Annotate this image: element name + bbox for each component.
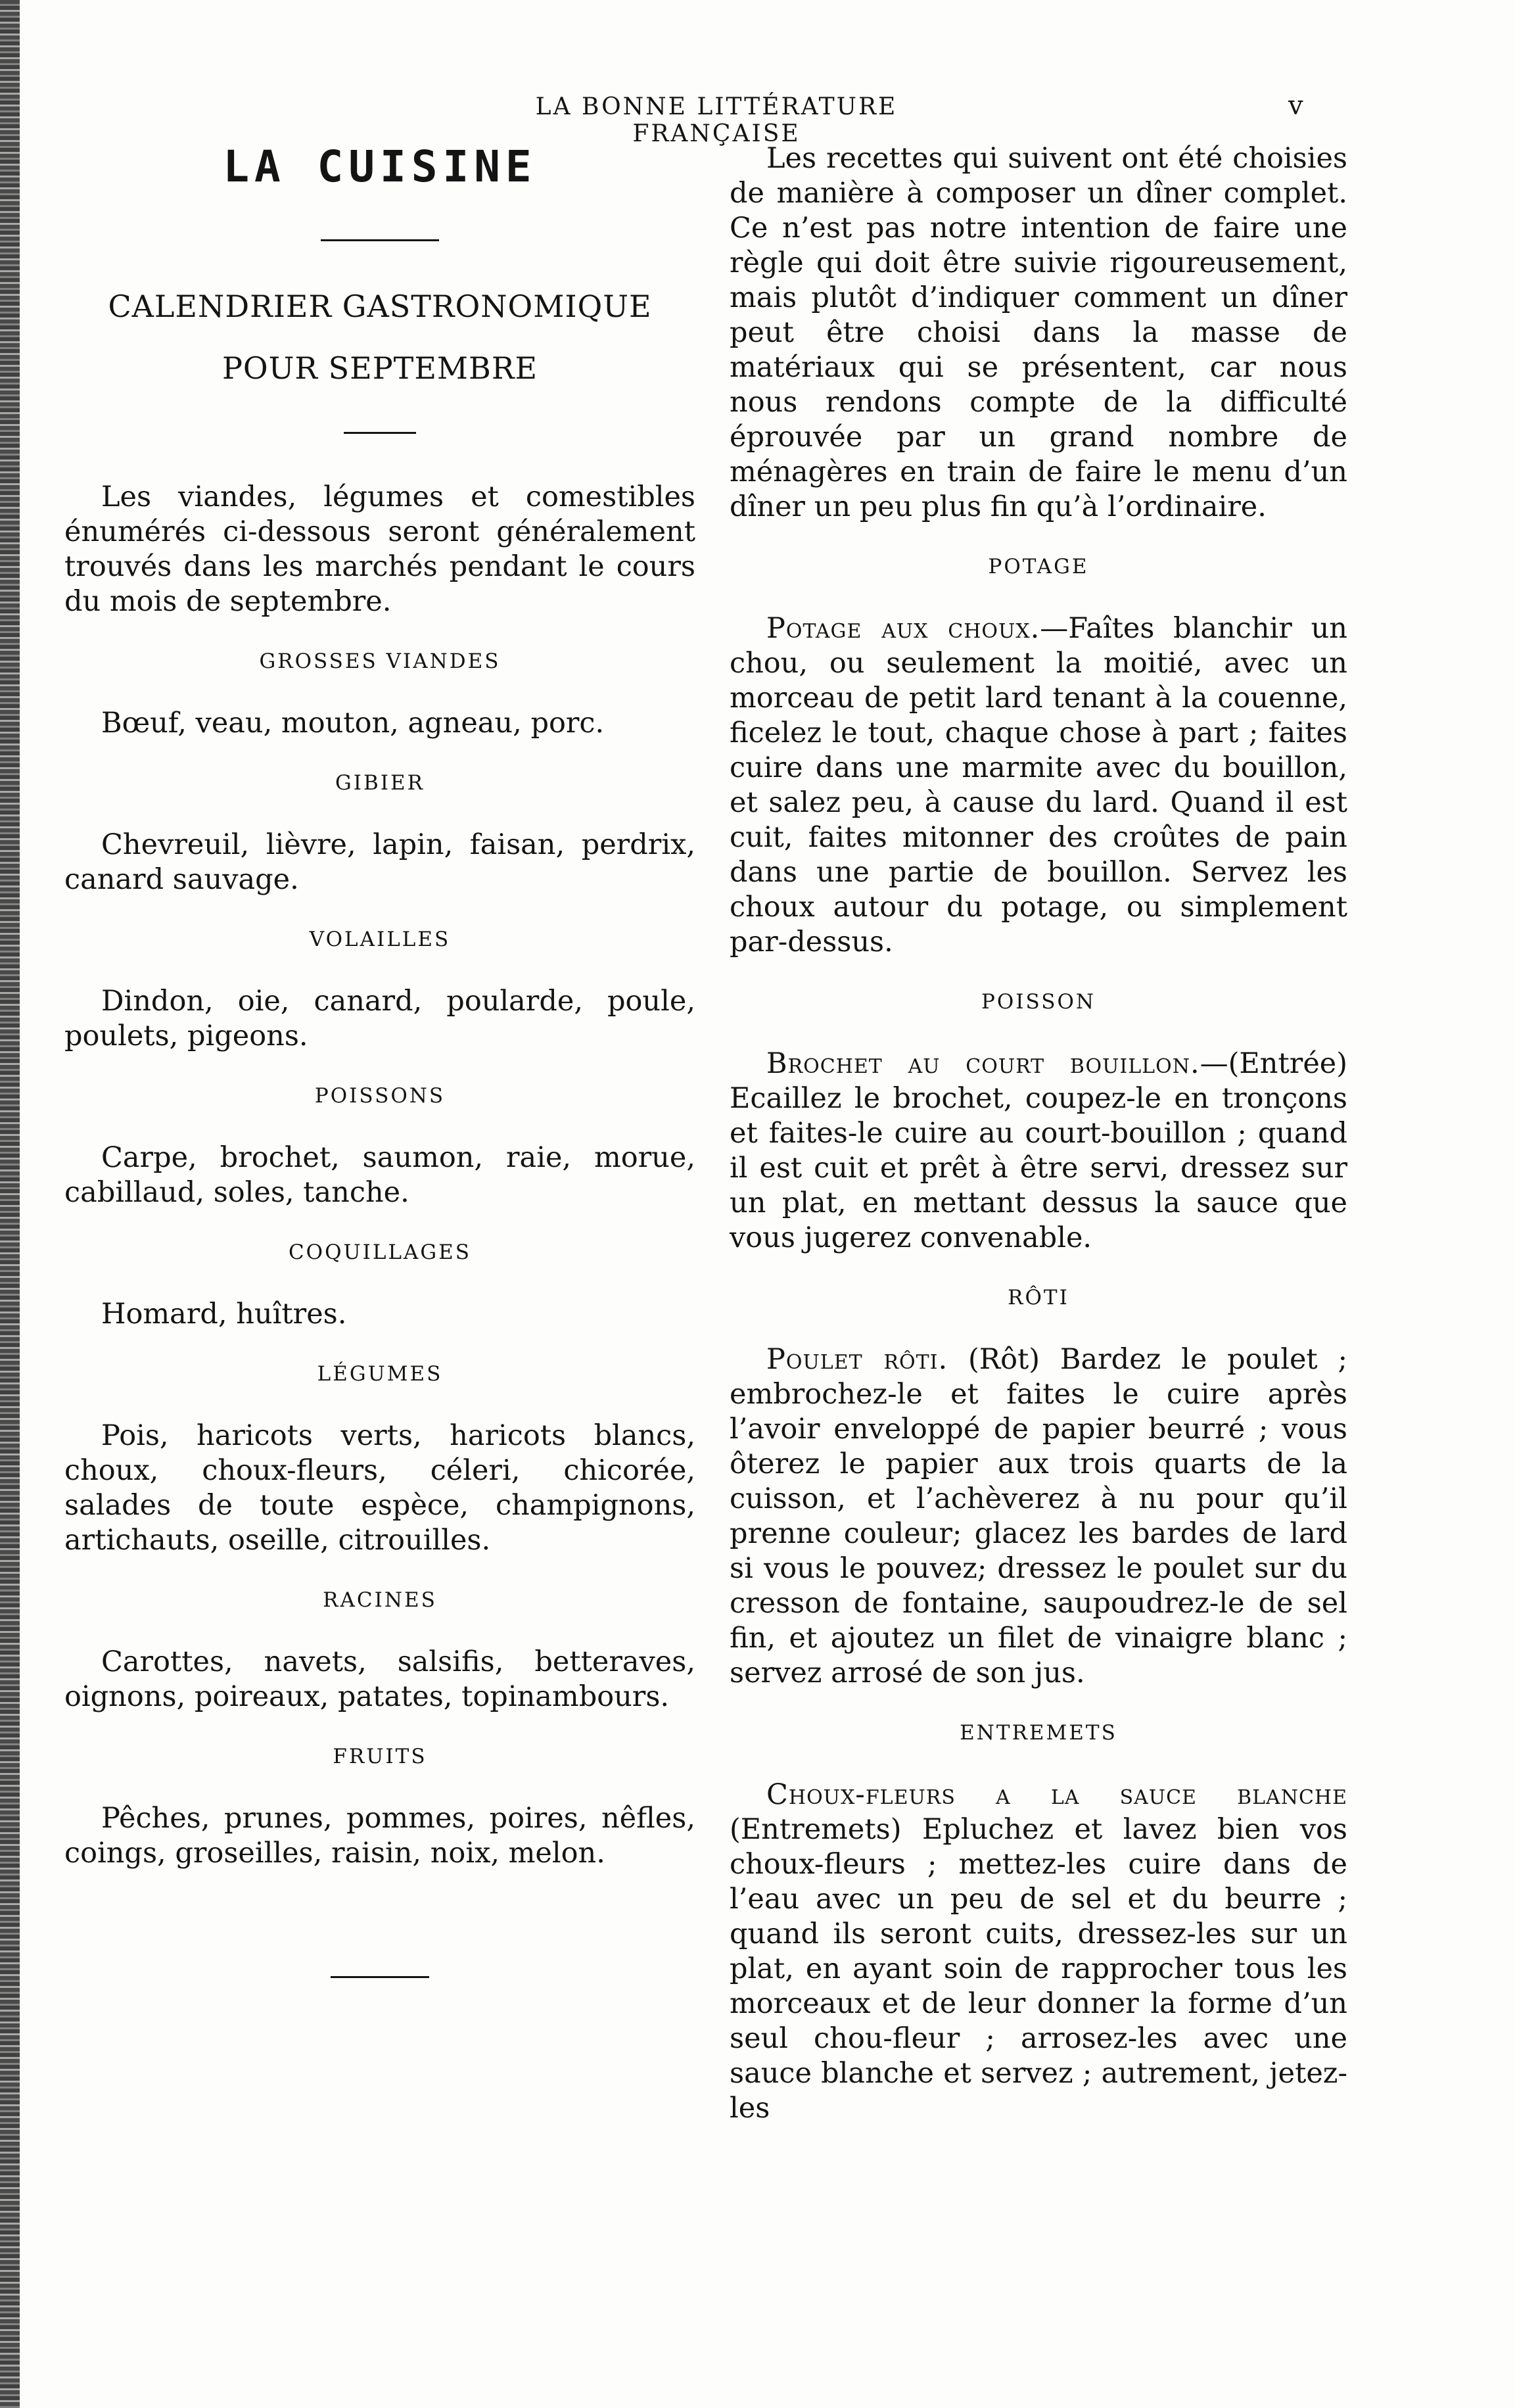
section-text: Carpe, brochet, saumon, raie, morue, cabillaud, soles, tanche. — [64, 1141, 695, 1209]
section-fruits — [64, 1745, 695, 1871]
section-heading: GROSSES VIANDES — [259, 649, 501, 673]
section-poissons — [64, 1084, 695, 1210]
section-heading: LÉGUMES — [317, 1362, 443, 1386]
right-column — [730, 141, 1347, 2126]
section-coquillages — [64, 1240, 695, 1332]
subtitle-rule — [344, 432, 416, 434]
section-text: Bœuf, veau, mouton, agneau, porc. — [101, 707, 605, 740]
subtitle-month: POUR SEPTEMBRE — [221, 350, 538, 386]
section-heading: RACINES — [323, 1588, 437, 1612]
section-grosses-viandes — [64, 649, 695, 741]
section-heading: POISSONS — [314, 1084, 446, 1108]
recipe-heading: RÔTI — [1008, 1286, 1069, 1310]
section-heading: COQUILLAGES — [288, 1240, 472, 1264]
section-heading: GIBIER — [335, 771, 425, 795]
section-heading: VOLAILLES — [309, 928, 451, 951]
recipe-poisson — [730, 990, 1347, 1256]
recipe-body: —Faîtes blanchir un chou, ou seulement la moitié, avec un morceau de petit lard tenant à la couenne, ficelez le tout, chaque chose à part ; faites cuire dans une marmite avec du bouillon, et salez peu, à cause du lard. Quand il est cuit, faites mitonner des croûtes de pain dans une partie de bouillon. Servez les choux autour du potage, ou simplement par-dessus. — [730, 612, 1347, 958]
recipe-entremets — [730, 1721, 1347, 2126]
recipe-potage — [730, 555, 1347, 960]
calendar-intro: Les viandes, légumes et comestibles énumérés ci-dessous seront généralement trouvés dans les marchés pendant le cours du mois de septembre. — [64, 481, 695, 618]
subtitle-calendar: CALENDRIER GASTRONOMIQUE — [108, 289, 652, 324]
section-heading: FRUITS — [333, 1745, 427, 1768]
section-racines — [64, 1588, 695, 1714]
section-text: Pois, haricots verts, haricots blancs, choux, choux-fleurs, céleri, chicorée, salades de toute espèce, champignons, artichauts, oseille, citrouilles. — [64, 1419, 695, 1557]
section-gibier — [64, 771, 695, 897]
recipe-body: —(Entrée) Ecaillez le brochet, coupez-le en tronçons et faites-le cuire au court-bouillon ; quand il est cuit et prêt à être servi, dressez sur un plat, en mettant dessus la sauce que vous jugerez convenable. — [730, 1047, 1347, 1254]
page-binding-edge — [0, 0, 20, 2408]
recipe-heading: ENTREMETS — [960, 1721, 1117, 1745]
recipe-text — [730, 611, 1347, 960]
left-column — [64, 141, 695, 1978]
recipe-heading: POISSON — [981, 990, 1096, 1014]
title-rule — [321, 239, 439, 241]
recipe-name: Brochet au court bouillon. — [766, 1047, 1200, 1080]
recipe-name: Choux-fleurs a la sauce blanche — [766, 1778, 1347, 1811]
recipe-name: Potage aux choux. — [766, 612, 1040, 645]
recipe-body: (Rôt) Bardez le poulet ; embrochez-le et faites le cuire après l’avoir enveloppé de papier beurré ; vous ôterez le papier aux trois quarts de la cuisson, et l’achèverez à nu pour qu’il prenne couleur; glacez les bardes de lard si vous le pouvez; dressez le poulet sur du cresson de fontaine, saupoudrez-le de sel fin, et ajoutez un filet de vinaigre blanc ; servez arrosé de son jus. — [730, 1343, 1347, 1689]
section-text: Carottes, navets, salsifis, betteraves, oignons, poireaux, patates, topinambours. — [64, 1645, 695, 1713]
recipe-heading: POTAGE — [988, 555, 1089, 578]
section-volailles — [64, 928, 695, 1054]
running-head: LA BONNE LITTÉRATURE FRANÇAISE — [535, 93, 898, 147]
section-text: Chevreuil, lièvre, lapin, faisan, perdrix, canard sauvage. — [64, 828, 695, 896]
recipe-name: Poulet rôti. — [766, 1343, 948, 1376]
article-title: LA CUISINE — [223, 141, 537, 192]
recipe-roti — [730, 1286, 1347, 1691]
recipe-body: (Entremets) Epluchez et lavez bien vos choux-fleurs ; mettez-les cuire dans de l’eau avec un peu de sel et du beurre ; quand ils seront cuits, dressez-les sur un plat, en ayant soin de rapprocher tous les morceaux et de leur donner la forme d’un seul chou-fleur ; arrosez-les avec une sauce blanche et servez ; autrement, jetez-les — [730, 1813, 1347, 2125]
page-number: v — [1288, 91, 1303, 121]
recipe-text — [730, 1047, 1347, 1256]
recipe-text — [730, 1778, 1347, 2126]
section-text: Homard, huîtres. — [101, 1298, 347, 1331]
section-text: Dindon, oie, canard, poularde, poule, poulets, pigeons. — [64, 985, 695, 1052]
recipe-text — [730, 1342, 1347, 1691]
recipes-intro: Les recettes qui suivent ont été choisies de manière à composer un dîner complet. Ce n’est pas notre intention de faire une règle qui doit être suivie rigoureusement, mais plutôt d’indiquer comment un dîner peut être choisi dans la masse de matériaux qui se présentent, car nous nous rendons compte de la difficulté éprouvée par un grand nombre de ménagères en train de faire le menu d’un dîner un peu plus fin qu’à l’ordinaire. — [730, 142, 1347, 523]
section-legumes — [64, 1362, 695, 1558]
end-rule — [331, 1976, 429, 1978]
section-text: Pêches, prunes, pommes, poires, nêfles, coings, groseilles, raisin, noix, melon. — [64, 1802, 695, 1870]
